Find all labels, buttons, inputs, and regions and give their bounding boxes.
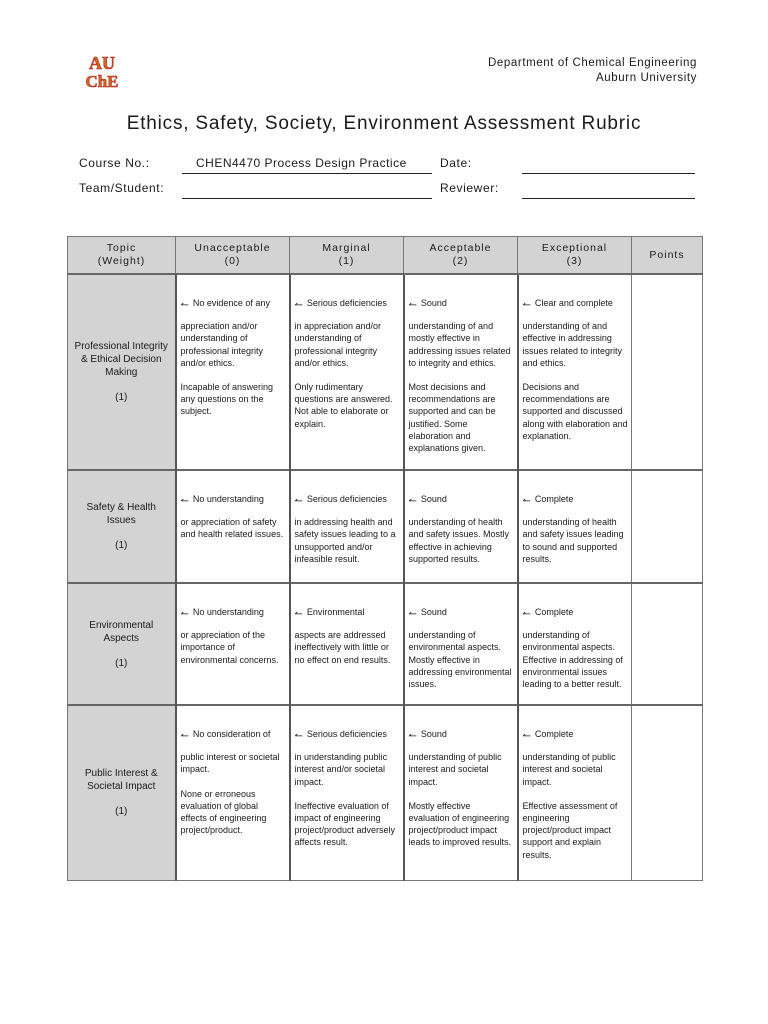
criteria-lead — [409, 493, 514, 505]
criteria-lead-text: Sound — [420, 494, 447, 504]
criteria-lead-text: No understanding — [192, 494, 264, 504]
table-row — [68, 583, 703, 705]
criteria-lead-text: Serious deficiencies — [306, 729, 387, 739]
criteria-lead — [295, 728, 400, 740]
criteria-text: appreciation and/or understanding of professional integrity and/or ethics. — [180, 321, 264, 368]
arrow-left-icon: ↼ — [408, 731, 417, 742]
arrow-left-icon: ↼ — [294, 496, 303, 507]
page-title: Ethics, Safety, Society, Environment Assessment Rubric — [126, 113, 642, 134]
topic-cell — [68, 274, 176, 470]
criteria-text: in understanding public interest and/or societal impact. — [294, 752, 388, 787]
criteria-lead — [523, 493, 629, 505]
arrow-left-icon: ↼ — [408, 300, 417, 311]
criteria-cell-exceptional — [518, 274, 632, 470]
criteria-text: Mostly effective evaluation of engineering project/product impact leads to improved results. — [408, 800, 512, 848]
criteria-lead — [181, 297, 286, 309]
topic-name: Public Interest & Societal Impact — [84, 768, 158, 793]
arrow-left-icon: ↼ — [180, 496, 189, 507]
criteria-lead — [409, 606, 514, 618]
department-name: Department of Chemical Engineering — [488, 57, 697, 69]
criteria-lead-text: Sound — [420, 729, 447, 739]
date-label: Date: — [440, 156, 472, 170]
criteria-cell-marginal — [290, 274, 404, 470]
auche-logo — [80, 52, 124, 90]
criteria-lead — [409, 728, 514, 740]
criteria-lead — [409, 297, 514, 309]
topic-weight: (1) — [115, 392, 128, 403]
criteria-lead-text: Environmental — [306, 607, 365, 617]
criteria-text: understanding of public interest and societal impact. — [522, 752, 616, 787]
points-cell[interactable] — [632, 470, 703, 583]
criteria-lead — [181, 493, 286, 505]
logo-text-bottom: ChE — [85, 72, 119, 90]
criteria-lead-text: Complete — [534, 729, 574, 739]
university-name: Auburn University — [596, 72, 697, 84]
table-row — [68, 470, 703, 583]
criteria-cell-marginal — [290, 583, 404, 705]
criteria-lead-text: No consideration of — [192, 729, 271, 739]
table-row — [68, 274, 703, 470]
reviewer-line — [522, 198, 695, 199]
arrow-left-icon: ↼ — [294, 731, 303, 742]
criteria-lead — [523, 606, 629, 618]
table-row — [68, 705, 703, 880]
criteria-text: understanding of and effective in addressing issues related to integrity and ethics. — [522, 321, 623, 368]
rubric-table — [67, 236, 703, 881]
team-label: Team/Student: — [79, 181, 165, 195]
col-header-points: Points — [632, 237, 703, 275]
criteria-cell-unacceptable — [176, 583, 290, 705]
arrow-left-icon: ↼ — [180, 731, 189, 742]
criteria-cell-unacceptable — [176, 470, 290, 583]
criteria-text: understanding of health and safety issues. Mostly effective in achieving supported results. — [408, 517, 510, 564]
criteria-lead-text: Sound — [420, 298, 447, 308]
criteria-lead-text: Clear and complete — [534, 298, 613, 308]
arrow-left-icon: ↼ — [522, 300, 531, 311]
criteria-text: or appreciation of safety and health related issues. — [180, 517, 284, 540]
team-line — [182, 198, 432, 199]
col-header-topic: Topic (Weight) — [68, 237, 176, 275]
date-line — [522, 173, 695, 174]
arrow-left-icon: ↼ — [522, 496, 531, 507]
criteria-text: or appreciation of the importance of environmental concerns. — [180, 630, 279, 665]
criteria-lead-text: Sound — [420, 607, 447, 617]
criteria-text: Decisions and recommendations are supported and discussed along with elaboration and explanation. — [522, 382, 628, 441]
criteria-lead-text: Complete — [534, 607, 574, 617]
topic-weight: (1) — [115, 806, 128, 818]
criteria-text: in addressing health and safety issues leading to a unsupported and/or infeasible result. — [294, 517, 396, 564]
course-label: Course No.: — [79, 156, 150, 170]
criteria-cell-exceptional — [518, 705, 632, 880]
criteria-text: in appreciation and/or understanding of professional integrity and/or ethics. — [294, 321, 382, 368]
criteria-text: Only rudimentary questions are answered. Not able to elaborate or explain. — [294, 382, 393, 429]
criteria-cell-marginal — [290, 705, 404, 880]
criteria-text: None or erroneous evaluation of global effects of engineering project/product. — [180, 788, 267, 836]
course-value[interactable]: CHEN4470 Process Design Practice — [196, 156, 407, 170]
criteria-lead-text: Complete — [534, 494, 574, 504]
criteria-lead — [295, 493, 400, 505]
topic-weight: (1) — [115, 657, 128, 669]
criteria-cell-exceptional — [518, 583, 632, 705]
criteria-text: understanding of and mostly effective in addressing issues related to integrity and ethics. — [408, 321, 511, 368]
criteria-lead — [523, 728, 629, 740]
criteria-lead-text: Serious deficiencies — [306, 298, 387, 308]
criteria-lead — [295, 606, 400, 618]
criteria-text: Ineffective evaluation of impact of engineering project/product adversely affects result. — [294, 800, 396, 848]
reviewer-label: Reviewer: — [440, 181, 499, 195]
col-header-exceptional: Exceptional (3) — [518, 237, 632, 275]
criteria-cell-acceptable — [404, 583, 518, 705]
criteria-cell-exceptional — [518, 470, 632, 583]
criteria-cell-acceptable — [404, 705, 518, 880]
col-header-marginal: Marginal (1) — [290, 237, 404, 275]
criteria-text: understanding of health and safety issues leading to sound and supported results. — [522, 517, 624, 564]
topic-name: Environmental Aspects — [89, 619, 154, 644]
criteria-cell-acceptable — [404, 274, 518, 470]
header-row — [68, 237, 703, 275]
criteria-cell-acceptable — [404, 470, 518, 583]
arrow-left-icon: ↼ — [294, 300, 303, 311]
arrow-left-icon: ↼ — [180, 300, 189, 311]
criteria-lead — [295, 297, 400, 309]
arrow-left-icon: ↼ — [408, 609, 417, 620]
criteria-lead-text: No evidence of any — [192, 298, 270, 308]
points-cell[interactable] — [632, 705, 703, 880]
criteria-cell-unacceptable — [176, 274, 290, 470]
criteria-lead-text: No understanding — [192, 607, 264, 617]
criteria-text: aspects are addressed ineffectively with little or no effect on end results. — [294, 630, 391, 665]
criteria-cell-unacceptable — [176, 705, 290, 880]
points-cell[interactable] — [632, 274, 703, 470]
col-header-acceptable: Acceptable (2) — [404, 237, 518, 275]
criteria-text: Effective assessment of engineering project/product impact support and explain results. — [522, 800, 618, 860]
criteria-text: Incapable of answering any questions on the subject. — [180, 382, 274, 417]
arrow-left-icon: ↼ — [408, 496, 417, 507]
arrow-left-icon: ↼ — [294, 609, 303, 620]
criteria-cell-marginal — [290, 470, 404, 583]
course-line — [182, 173, 432, 174]
points-cell[interactable] — [632, 583, 703, 705]
arrow-left-icon: ↼ — [522, 731, 531, 742]
col-header-unacceptable: Unacceptable (0) — [176, 237, 290, 275]
criteria-text: public interest or societal impact. — [180, 752, 280, 775]
department-block — [488, 56, 697, 86]
topic-name: Professional Integrity & Ethical Decision Making — [74, 341, 168, 378]
arrow-left-icon: ↼ — [522, 609, 531, 620]
topic-weight: (1) — [115, 540, 128, 551]
criteria-text: understanding of environmental aspects. Effective in addressing of environmental issues leading to a better result. — [522, 630, 623, 690]
arrow-left-icon: ↼ — [180, 609, 189, 620]
topic-cell — [68, 583, 176, 705]
criteria-lead — [523, 297, 629, 309]
criteria-lead-text: Serious deficiencies — [306, 494, 387, 504]
criteria-text: understanding of public interest and societal impact. — [408, 752, 502, 787]
topic-cell — [68, 705, 176, 880]
criteria-lead — [181, 728, 286, 740]
logo-text-top: AU — [89, 53, 115, 73]
criteria-text: understanding of environmental aspects. Mostly effective in addressing environmental issues. — [408, 630, 512, 690]
criteria-lead — [181, 606, 286, 618]
criteria-text: Most decisions and recommendations are supported and can be justified. Some elaboration and explanations given. — [408, 382, 496, 454]
topic-cell — [68, 470, 176, 583]
topic-name: Safety & Health Issues — [86, 502, 156, 526]
